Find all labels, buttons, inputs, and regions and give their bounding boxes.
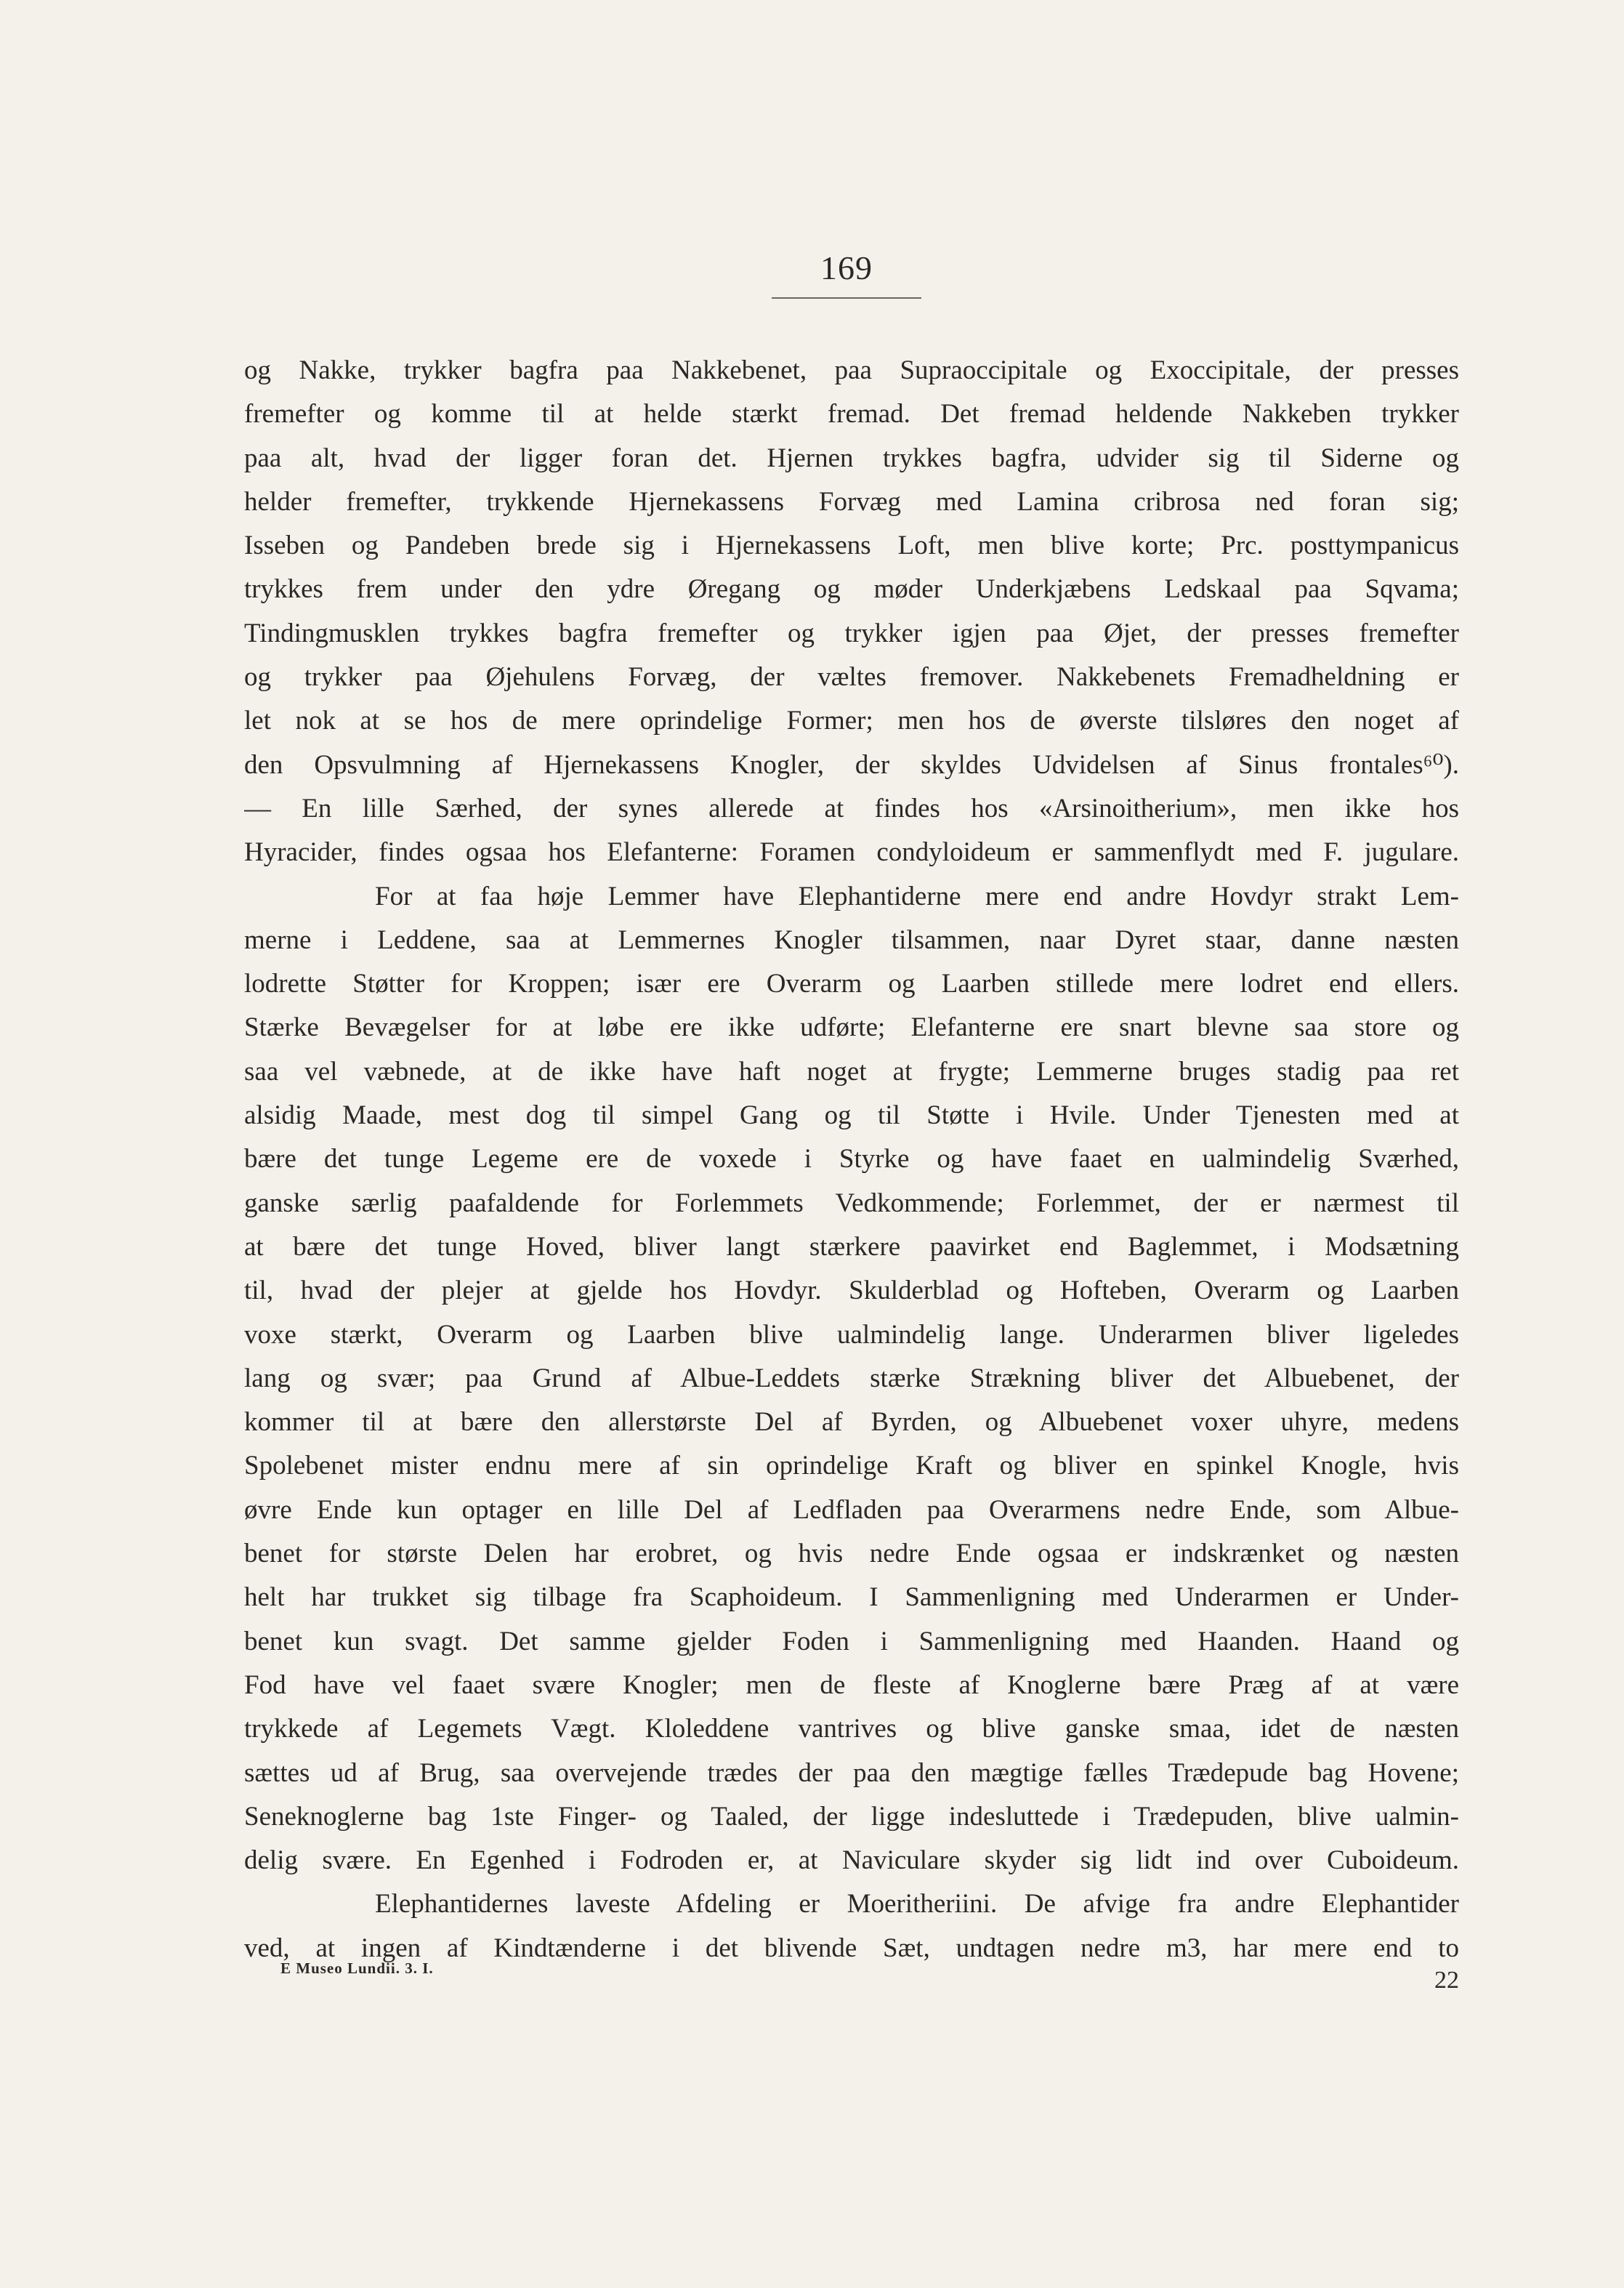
text-line: merne i Leddene, saa at Lemmernes Knogler tilsammen, naar Dyret staar, danne næsten [244,925,1459,955]
text-line: benet kun svagt. Det samme gjelder Foden i Sammenligning med Haanden. Haand og [244,1626,1459,1656]
text-line: Fod have vel faaet svære Knogler; men de fleste af Knoglerne bære Præg af at være [244,1669,1459,1700]
text-line: saa vel væbnede, at de ikke have haft noget at frygte; Lemmerne bruges stadig paa ret [244,1056,1459,1087]
text-line: For at faa høje Lemmer have Elephantiderne mere end andre Hovdyr strakt Lem- [375,881,1459,911]
text-line: og Nakke, trykker bagfra paa Nakkebenet, paa Supraoccipitale og Exoccipitale, der presses [244,355,1459,385]
text-line: Hyracider, findes ogsaa hos Elefanterne: Foramen condyloideum er sammenflydt med F. jugulare. [244,837,1459,868]
text-line: lodrette Støtter for Kroppen; især ere Overarm og Laarben stillede mere lodret end ellers. [244,969,1459,999]
text-line: Elephantidernes laveste Afdeling er Moeritheriini. De afvige fra andre Elephantider [375,1889,1459,1920]
signature-mark: E Museo Lundii. 3. I. [280,1959,434,1977]
text-line: den Opsvulmning af Hjernekassens Knogler, der skyldes Udvidelsen af Sinus frontales⁶⁰). [244,749,1459,780]
text-line: ganske særlig paafaldende for Forlemmets Vedkommende; Forlemmet, der er nærmest til [244,1188,1459,1218]
text-line: let nok at se hos de mere oprindelige Former; men hos de øverste tilsløres den noget af [244,706,1459,736]
page-number: 169 [820,249,873,286]
page-footer [280,1959,1459,1994]
text-line: ved, at ingen af Kindtænderne i det blivende Sæt, undtagen nedre m3, har mere end to [244,1933,1459,1963]
text-line: sættes ud af Brug, saa overvejende trædes der paa den mægtige fælles Trædepude bag Hovene; [244,1757,1459,1788]
text-line: helt har trukket sig tilbage fra Scaphoideum. I Sammenligning med Underarmen er Under- [244,1582,1459,1613]
text-line: voxe stærkt, Overarm og Laarben blive ualmindelig lange. Underarmen bliver ligeledes [244,1319,1459,1350]
text-line: og trykker paa Øjehulens Forvæg, der væltes fremover. Nakkebenets Fremadheldning er [244,662,1459,693]
text-line: at bære det tunge Hoved, bliver langt stærkere paavirket end Baglemmet, i Modsætning [244,1231,1459,1262]
body-text [244,349,1459,1970]
text-line: Tindingmusklen trykkes bagfra fremefter og trykker igjen paa Øjet, der presses fremefter [244,618,1459,648]
page-number-rule [772,297,921,299]
text-line: Seneknoglerne bag 1ste Finger- og Taaled, der ligge indesluttede i Trædepuden, blive ualmin- [244,1801,1459,1832]
text-line: trykkede af Legemets Vægt. Kloleddene vantrives og blive ganske smaa, idet de næsten [244,1714,1459,1744]
text-line: Isseben og Pandeben brede sig i Hjernekassens Loft, men blive korte; Prc. posttympanicus [244,531,1459,561]
sheet-number: 22 [1434,1967,1459,1994]
text-line: bære det tunge Legeme ere de voxede i Styrke og have faaet en ualmindelig Sværhed, [244,1144,1459,1175]
text-line: kommer til at bære den allerstørste Del af Byrden, og Albuebenet voxer uhyre, medens [244,1407,1459,1438]
text-line: til, hvad der plejer at gjelde hos Hovdyr. Skulderblad og Hofteben, Overarm og Laarben [244,1276,1459,1306]
text-line: Stærke Bevægelser for at løbe ere ikke udførte; Elefanterne ere snart blevne saa store og [244,1012,1459,1043]
text-line: trykkes frem under den ydre Øregang og møder Underkjæbens Ledskaal paa Sqvama; [244,574,1459,605]
text-line: benet for største Delen har erobret, og hvis nedre Ende ogsaa er indskrænket og næsten [244,1539,1459,1569]
text-line: delig svære. En Egenhed i Fodroden er, at Naviculare skyder sig lidt ind over Cuboideum. [244,1845,1459,1876]
text-line: paa alt, hvad der ligger foran det. Hjernen trykkes bagfra, udvider sig til Siderne og [244,443,1459,473]
text-line: fremefter og komme til at helde stærkt fremad. Det fremad heldende Nakkeben trykker [244,399,1459,430]
text-line: helder fremefter, trykkende Hjernekassens Forvæg med Lamina cribrosa ned foran sig; [244,486,1459,517]
text-line: øvre Ende kun optager en lille Del af Ledfladen paa Overarmens nedre Ende, som Albue- [244,1494,1459,1525]
text-line: — En lille Særhed, der synes allerede at findes hos «Arsinoitherium», men ikke hos [244,793,1459,823]
text-line: alsidig Maade, mest dog til simpel Gang og til Støtte i Hvile. Under Tjenesten med at [244,1100,1459,1131]
text-line: lang og svær; paa Grund af Albue-Leddets stærke Strækning bliver det Albuebenet, der [244,1363,1459,1393]
text-line: Spolebenet mister endnu mere af sin oprindelige Kraft og bliver en spinkel Knogle, hvis [244,1451,1459,1481]
